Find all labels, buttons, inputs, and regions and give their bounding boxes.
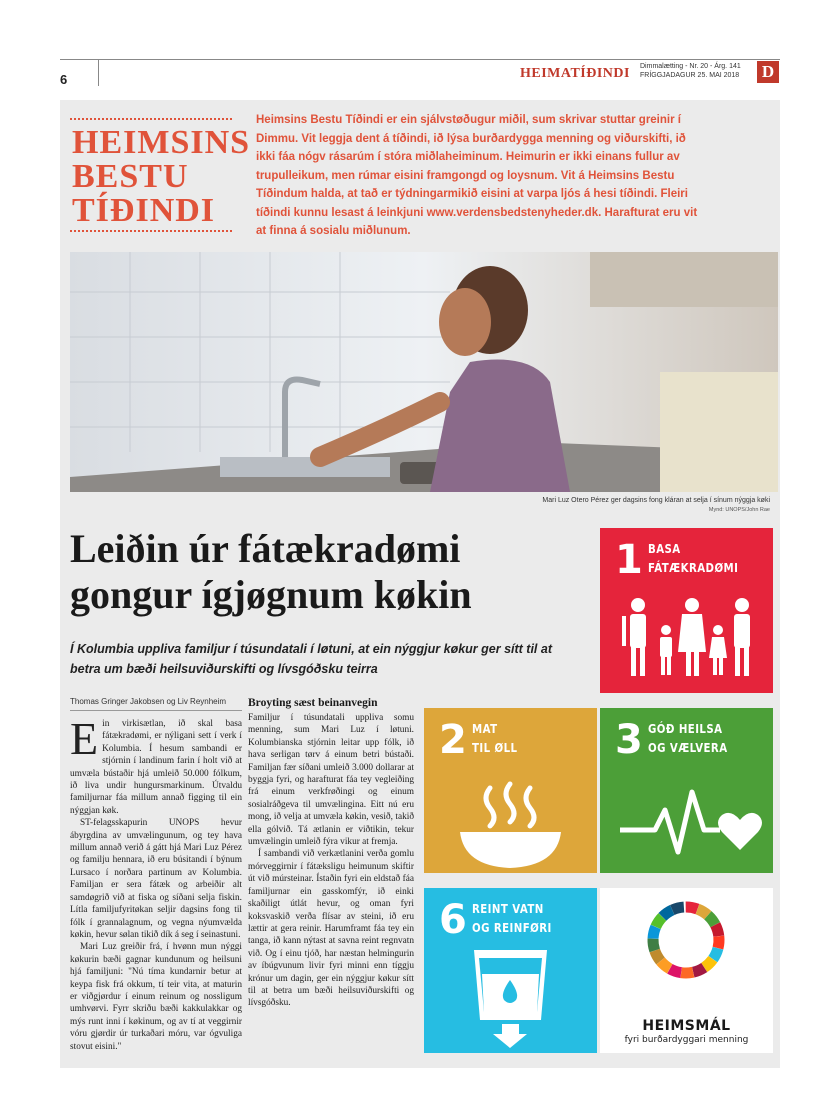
- goal-title-line-1: MAT: [472, 722, 498, 736]
- article-subhead: Í Kolumbia uppliva familjur í túsundatali í løtuni, at ein nýggjur køkur ger sítt til at betra um bæði heilsuviðurskifti og lívsgóðsku teirra: [70, 642, 552, 676]
- kitchen-photo: [70, 252, 778, 492]
- dotted-rule-top: [70, 118, 234, 120]
- family-icon: [600, 590, 773, 690]
- goal-title-line-2: TIL ØLL: [472, 741, 518, 755]
- goal-title: [472, 900, 552, 938]
- article-column-2: [248, 712, 414, 1010]
- masthead-line-2: BESTU: [72, 158, 189, 195]
- page-number: 6: [60, 72, 68, 87]
- heartbeat-icon: [600, 770, 773, 870]
- masthead-line-1: HEIMSINS: [72, 124, 251, 161]
- top-rule: [60, 59, 780, 60]
- article-paragraph: ST-felagsskapurin UNOPS hevur ábyrgdina av umvælingunum, og tey hava millum annað verið á gátt hjá Mari Luz Pérez og familju hennara, ið eru búsitandi í býnum Lursaco í norðara partinum av Kolumbia. Familjan er sera fátæk og arbeiðir alt samdøgrið við at fiska og síðani selja fiskin. Lítla familjufyritøkan seljir dagsins fong til fólk í grannalagnum, og vegna nýumvælda køkin, hevur sølan tikið dík á seg í seinastuni.: [70, 818, 242, 940]
- header-divider: [98, 60, 99, 86]
- publication-line: Dimmalætting - Nr. 20 - Árg. 141: [640, 63, 741, 70]
- global-goals-title: HEIMSMÁL: [642, 1018, 731, 1034]
- goal-title: [648, 720, 728, 758]
- steaming-bowl-icon: [424, 770, 597, 870]
- masthead-title: [72, 126, 250, 228]
- drop-cap: E: [70, 713, 99, 764]
- goal-number: 6: [439, 897, 467, 943]
- global-goals-tile: [600, 888, 773, 1053]
- goal-title-line-1: BASA: [648, 542, 681, 556]
- goal-title-line-2: OG VÆLVERA: [648, 741, 728, 755]
- water-glass-icon: [424, 950, 597, 1050]
- goal-tile-2: [424, 708, 597, 873]
- goal-title: [648, 540, 738, 578]
- goal-tile-1: [600, 528, 773, 693]
- goal-title-line-2: OG REINFØRI: [472, 921, 552, 935]
- goal-title-line-1: REINT VATN: [472, 902, 544, 916]
- date-line: FRÍGGJADAGUR 25. MAI 2018: [640, 72, 740, 79]
- goal-tile-3: [600, 708, 773, 873]
- goal-number: 1: [615, 537, 643, 583]
- column-2-heading: Broyting sæst beinanvegin: [248, 697, 378, 709]
- kitchen-photo-illustration: [70, 252, 778, 492]
- global-goals-subtitle: fyri burðardyggari menning: [624, 1035, 749, 1045]
- newspaper-logo: D: [757, 61, 779, 83]
- headline-line-1: Leiðin úr fátækradømi: [70, 526, 461, 571]
- byline-rule: [70, 710, 242, 711]
- dotted-rule-bottom: [70, 230, 234, 232]
- photo-caption: Mari Luz Otero Pérez ger dagsins fong kláran at selja í sínum nýggja køki: [542, 497, 770, 504]
- article-paragraph: Í sambandi við verkætlanini verða gomlu mórveggirnir í fátæksligu heimunum skiftir út við múrsteinar. Ístaðin fyri ein eldstað fáa familjurnar ein gasskomfýr, ið einki skaðiligt útlát hevur, og oman fyri koksvaskið verða flísar av steini, ið eru lættir at gera reinir. Harumframt fáa tey ein tanga, ið kann nýtast at savna reint regnvatn við. Og í einu tjóð, har næstan helmingurin av íbúgvunum livir fyri minni enn tíggju krónur um dagin, ger ein nýggjur køkur sítt til at betra um bæði heilsuviðurskifti og lívsgóðsku.: [248, 849, 414, 1009]
- article-headline: [70, 526, 590, 618]
- photo-credit: Mynd: UNOPS/John Rae: [708, 507, 770, 513]
- article-paragraph: in virkisætlan, ið skal basa fátækradømi, er nýligani sett í verk í Kolumbia. Í hesum sambandi er stjórnin í landinum farin í holt við at umvæla bústaðir hjá umleið 50.000 fólkum, ið liva undir hungursmarkinum. Útvaldu familjurnar fáa millum annað figging til ein nýggjan køk.: [70, 719, 242, 816]
- goal-tile-6: [424, 888, 597, 1053]
- publication-info: [640, 62, 741, 80]
- masthead-line-3: TÍÐINDI: [72, 192, 216, 229]
- goal-title: [472, 720, 517, 758]
- goal-title-line-1: GÓÐ HEILSA: [648, 722, 723, 736]
- intro-text: Heimsins Bestu Tíðindi er ein sjálvstøðugur miðil, sum skrivar stuttar greinir í Dimmu. Vit leggja dent á tíðindi, ið lýsa burðardygga menning og viðurskifti, ið ikki fáa nógv rásarúm í stóra miðlaheiminum. Heimurin er ikki einans fullur av trupulleikum, men rúmar eisini framgongd og loysnum. Vit á Heimsins Bestu Tíðindum halda, at tað er týdningarmikið eisini at varpa ljós á hesi tíðindi. Fleiri tíðindi kunnu lesast á leinkjuni www.verdensbedstenyheder.dk. Harafturat eru vit at finna á sosialu miðlunum.: [256, 114, 698, 237]
- byline: Thomas Gringer Jakobsen og Liv Reynheim: [70, 697, 227, 706]
- goal-title-line-2: FÁTÆKRADØMI: [648, 561, 739, 575]
- goal-number: 3: [615, 717, 643, 763]
- article-column-1: [70, 713, 242, 1053]
- headline-line-2: gongur ígjøgnum køkin: [70, 572, 472, 617]
- heimsins-bestu-tidindi-logo: [70, 118, 251, 234]
- article-paragraph: Familjur í túsundatali uppliva somu menning, sum Mari Luz í løtuni. Kolumbianska stjórnin leitar upp fólk, ið hava serligan tørv á einum betri bústaði. Familjan fær síðani umleið 3.000 dollarar at byggja fyri, og harafturat fáa tey vegleiðing frá einum verkfrøðingi og einum sosialráðgeva til umvælingina. Eitt nú eru mong, ið velja at umvæla køkin, vesið, takið ella gólvið. Tá ætlanin er viðtikin, tekur umvælingin umleið fýra vikur at fremja.: [248, 713, 414, 848]
- section-name: HEIMATÍÐINDI: [520, 66, 630, 81]
- article-paragraph: Mari Luz greiðir frá, í hvønn mun nýggi køkurin bæði gagnar kundunum og heilsuni hjá familjuni: "Nú tíma kundarnir betur at keypa fisk frá okkum, tí teir vita, at maturin er viðgjørdur í einum reinum og nossligum umhvørvi. Fyrr skriðu bæði kakkulakkar og mýs runt inni í køkinum, og av tí at veggirnir vóru gjørdir úr turkaðari móru, var ógvuliga stovut eisini.": [70, 942, 242, 1052]
- goal-number: 2: [439, 717, 467, 763]
- sdg-wheel-icon: [646, 900, 726, 980]
